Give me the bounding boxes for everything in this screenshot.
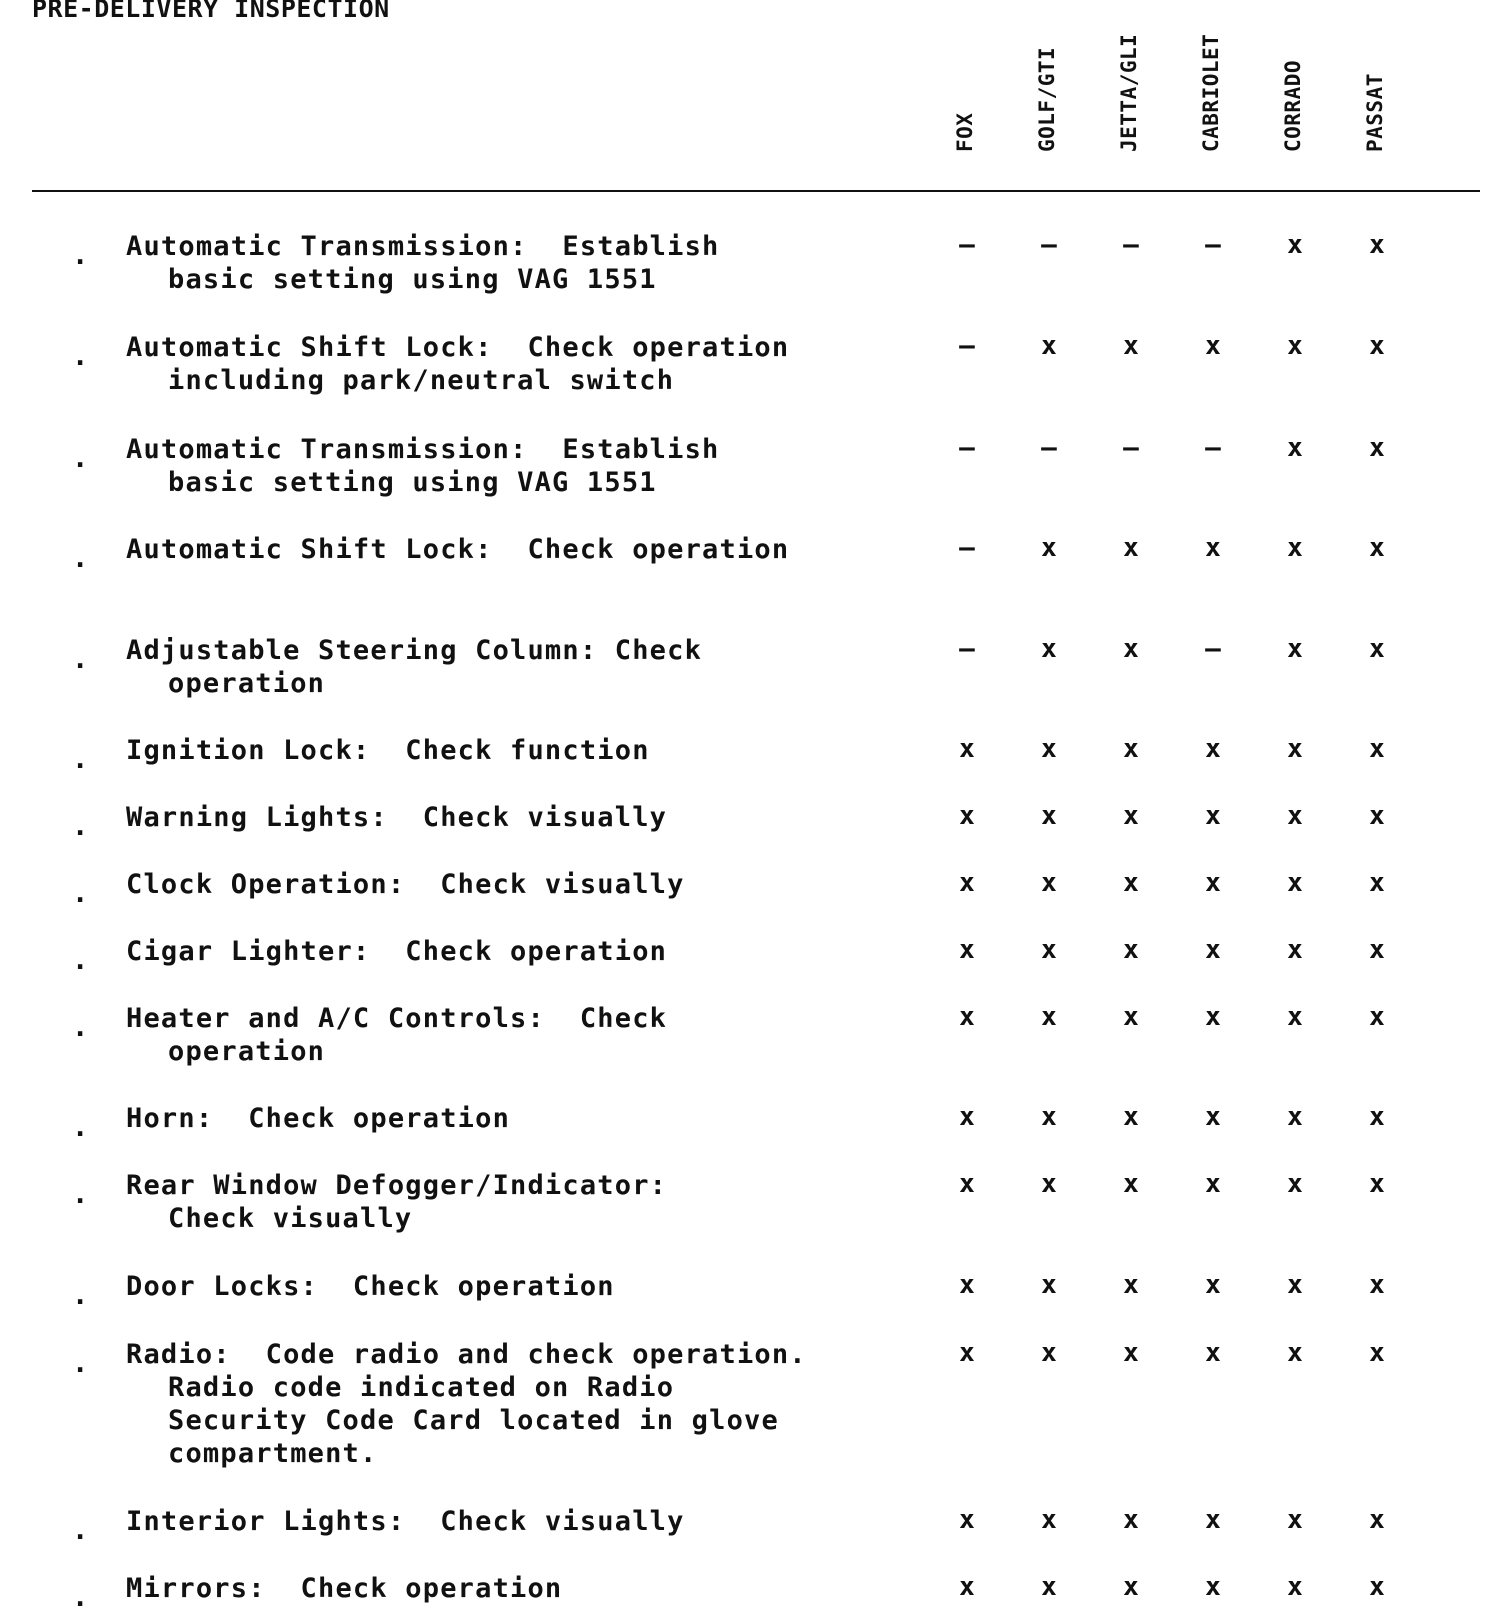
applicability-mark: x [1041, 1505, 1057, 1535]
bullet-marker: . [72, 1012, 89, 1043]
checklist-item-text [126, 1572, 916, 1605]
applicability-mark: x [959, 1169, 975, 1199]
applicability-mark: x [1041, 935, 1057, 965]
applicability-mark: x [1041, 801, 1057, 831]
applicability-mark: x [1287, 868, 1303, 898]
applicability-mark: x [1287, 1572, 1303, 1602]
checklist-item-line: Door Locks: Check operation [126, 1271, 615, 1302]
bullet-marker: . [72, 1348, 89, 1379]
checklist-item-line: basic setting using VAG 1551 [168, 467, 657, 498]
applicability-mark: x [1123, 634, 1139, 664]
applicability-mark: x [1287, 331, 1303, 361]
applicability-mark: x [959, 1505, 975, 1535]
applicability-mark: x [1287, 734, 1303, 764]
applicability-mark: x [1205, 734, 1221, 764]
applicability-mark: x [1369, 433, 1385, 463]
applicability-mark: x [1369, 1002, 1385, 1032]
checklist-item-line: Adjustable Steering Column: Check [126, 635, 703, 666]
applicability-mark: x [1287, 1338, 1303, 1368]
applicability-mark: – [959, 533, 975, 563]
applicability-mark: – [959, 634, 975, 664]
applicability-mark: x [959, 868, 975, 898]
checklist-item-line: Automatic Shift Lock: Check operation [126, 534, 790, 565]
applicability-mark: – [1205, 230, 1221, 260]
applicability-mark: x [1205, 533, 1221, 563]
bullet-marker: . [72, 240, 89, 271]
checklist-item-line: Cigar Lighter: Check operation [126, 936, 668, 967]
applicability-mark: x [1287, 533, 1303, 563]
checklist-item-line: Radio: Code radio and check operation. [126, 1339, 807, 1370]
checklist-item-text [126, 1270, 916, 1303]
applicability-mark: – [1041, 230, 1057, 260]
applicability-mark: x [1369, 533, 1385, 563]
column-header-fox: FOX [953, 112, 977, 152]
bullet-marker: . [72, 1582, 89, 1613]
checklist-item-text [126, 230, 916, 296]
applicability-mark: x [1369, 634, 1385, 664]
applicability-mark: x [1287, 1169, 1303, 1199]
checklist-item-line: compartment. [168, 1438, 378, 1469]
applicability-mark: x [1123, 1270, 1139, 1300]
checklist-item-text [126, 634, 916, 700]
checklist-item-text [126, 935, 916, 968]
bullet-marker: . [72, 543, 89, 574]
applicability-mark: x [1123, 868, 1139, 898]
checklist-item-text [126, 1169, 916, 1235]
checklist-item-text [126, 331, 916, 397]
bullet-marker: . [72, 644, 89, 675]
applicability-mark: x [1205, 1002, 1221, 1032]
applicability-mark: x [1369, 331, 1385, 361]
checklist-item-line: Automatic Shift Lock: Check operation [126, 332, 790, 363]
applicability-mark: x [1369, 868, 1385, 898]
applicability-mark: x [1205, 1102, 1221, 1132]
applicability-mark: x [1369, 1572, 1385, 1602]
applicability-mark: x [1123, 1002, 1139, 1032]
checklist-item-line: Check visually [168, 1203, 413, 1234]
applicability-mark: x [1369, 1505, 1385, 1535]
applicability-mark: x [1123, 1102, 1139, 1132]
applicability-mark: x [959, 935, 975, 965]
applicability-mark: x [1205, 935, 1221, 965]
bullet-marker: . [72, 878, 89, 909]
checklist-item-line: Automatic Transmission: Establish [126, 434, 720, 465]
applicability-mark: x [1123, 1505, 1139, 1535]
applicability-mark: x [1287, 1002, 1303, 1032]
applicability-mark: x [959, 801, 975, 831]
applicability-mark: x [1287, 1505, 1303, 1535]
bullet-marker: . [72, 1179, 89, 1210]
applicability-mark: – [959, 331, 975, 361]
applicability-mark: – [1205, 433, 1221, 463]
checklist-item-text [126, 801, 916, 834]
applicability-mark: x [959, 1572, 975, 1602]
applicability-mark: x [1123, 1169, 1139, 1199]
checklist-item-text [126, 1505, 916, 1538]
applicability-mark: x [1369, 1169, 1385, 1199]
column-header-golf-gti: GOLF/GTI [1035, 46, 1059, 152]
applicability-mark: x [959, 1270, 975, 1300]
applicability-mark: x [1287, 634, 1303, 664]
applicability-mark: x [1205, 801, 1221, 831]
checklist-item-line: Ignition Lock: Check function [126, 735, 650, 766]
applicability-mark: x [1287, 935, 1303, 965]
checklist-item-line: including park/neutral switch [168, 365, 675, 396]
applicability-mark: x [1369, 1102, 1385, 1132]
applicability-mark: x [1041, 1270, 1057, 1300]
applicability-mark: x [1287, 801, 1303, 831]
checklist-item-line: Interior Lights: Check visually [126, 1506, 685, 1537]
applicability-mark: x [1287, 1270, 1303, 1300]
checklist-item-line: Warning Lights: Check visually [126, 802, 668, 833]
applicability-mark: x [1205, 1169, 1221, 1199]
applicability-mark: x [1369, 1338, 1385, 1368]
applicability-mark: x [1205, 1338, 1221, 1368]
column-header-corrado: CORRADO [1281, 59, 1305, 152]
bullet-marker: . [72, 341, 89, 372]
checklist-item-line: Horn: Check operation [126, 1103, 511, 1134]
applicability-mark: x [1287, 230, 1303, 260]
checklist-item-line: Mirrors: Check operation [126, 1573, 563, 1604]
header-divider [32, 190, 1480, 192]
applicability-mark: x [1205, 868, 1221, 898]
applicability-mark: x [1041, 1338, 1057, 1368]
checklist-item-line: basic setting using VAG 1551 [168, 264, 657, 295]
checklist-item-line: operation [168, 668, 326, 699]
applicability-mark: x [1041, 1572, 1057, 1602]
applicability-mark: x [1041, 1169, 1057, 1199]
applicability-mark: x [1369, 935, 1385, 965]
applicability-mark: x [1369, 230, 1385, 260]
applicability-mark: x [1123, 734, 1139, 764]
applicability-mark: x [1123, 533, 1139, 563]
applicability-mark: x [959, 1102, 975, 1132]
applicability-mark: x [1205, 1270, 1221, 1300]
checklist-item-line: Heater and A/C Controls: Check [126, 1003, 668, 1034]
applicability-mark: x [1041, 533, 1057, 563]
bullet-marker: . [72, 1280, 89, 1311]
checklist-item-text [126, 734, 916, 767]
applicability-mark: – [1041, 433, 1057, 463]
checklist-item-text [126, 533, 916, 566]
checklist-item-line: Radio code indicated on Radio [168, 1372, 675, 1403]
applicability-mark: x [1205, 1505, 1221, 1535]
column-header-jetta-gli: JETTA/GLI [1117, 33, 1141, 152]
applicability-mark: x [1123, 1338, 1139, 1368]
applicability-mark: x [959, 1338, 975, 1368]
checklist-item-text [126, 1102, 916, 1135]
applicability-mark: x [1205, 331, 1221, 361]
checklist-item-line: Clock Operation: Check visually [126, 869, 685, 900]
page-title: PRE-DELIVERY INSPECTION [32, 0, 390, 23]
applicability-mark: – [1123, 433, 1139, 463]
applicability-mark: x [1287, 433, 1303, 463]
applicability-mark: – [1123, 230, 1139, 260]
applicability-mark: x [1041, 1102, 1057, 1132]
checklist-item-text [126, 868, 916, 901]
bullet-marker: . [72, 443, 89, 474]
applicability-mark: x [1041, 331, 1057, 361]
applicability-mark: x [959, 734, 975, 764]
checklist-item-line: operation [168, 1036, 326, 1067]
applicability-mark: x [1205, 1572, 1221, 1602]
applicability-mark: – [959, 230, 975, 260]
applicability-mark: x [1123, 1572, 1139, 1602]
bullet-marker: . [72, 1515, 89, 1546]
checklist-item-line: Automatic Transmission: Establish [126, 231, 720, 262]
applicability-mark: x [1123, 331, 1139, 361]
checklist-item-text [126, 433, 916, 499]
checklist-item-line: Security Code Card located in glove [168, 1405, 779, 1436]
applicability-mark: x [1369, 734, 1385, 764]
applicability-mark: x [1041, 734, 1057, 764]
column-header-cabriolet: CABRIOLET [1199, 33, 1223, 152]
checklist-item-line: Rear Window Defogger/Indicator: [126, 1170, 668, 1201]
applicability-mark: x [1369, 1270, 1385, 1300]
applicability-mark: x [1123, 801, 1139, 831]
applicability-mark: x [1041, 868, 1057, 898]
bullet-marker: . [72, 811, 89, 842]
checklist-item-text [126, 1338, 916, 1470]
applicability-mark: x [1041, 1002, 1057, 1032]
applicability-mark: x [1123, 935, 1139, 965]
applicability-mark: – [1205, 634, 1221, 664]
checklist-item-text [126, 1002, 916, 1068]
bullet-marker: . [72, 1112, 89, 1143]
applicability-mark: – [959, 433, 975, 463]
bullet-marker: . [72, 744, 89, 775]
applicability-mark: x [1041, 634, 1057, 664]
applicability-mark: x [959, 1002, 975, 1032]
bullet-marker: . [72, 945, 89, 976]
applicability-mark: x [1287, 1102, 1303, 1132]
applicability-mark: x [1369, 801, 1385, 831]
column-header-passat: PASSAT [1363, 73, 1387, 152]
